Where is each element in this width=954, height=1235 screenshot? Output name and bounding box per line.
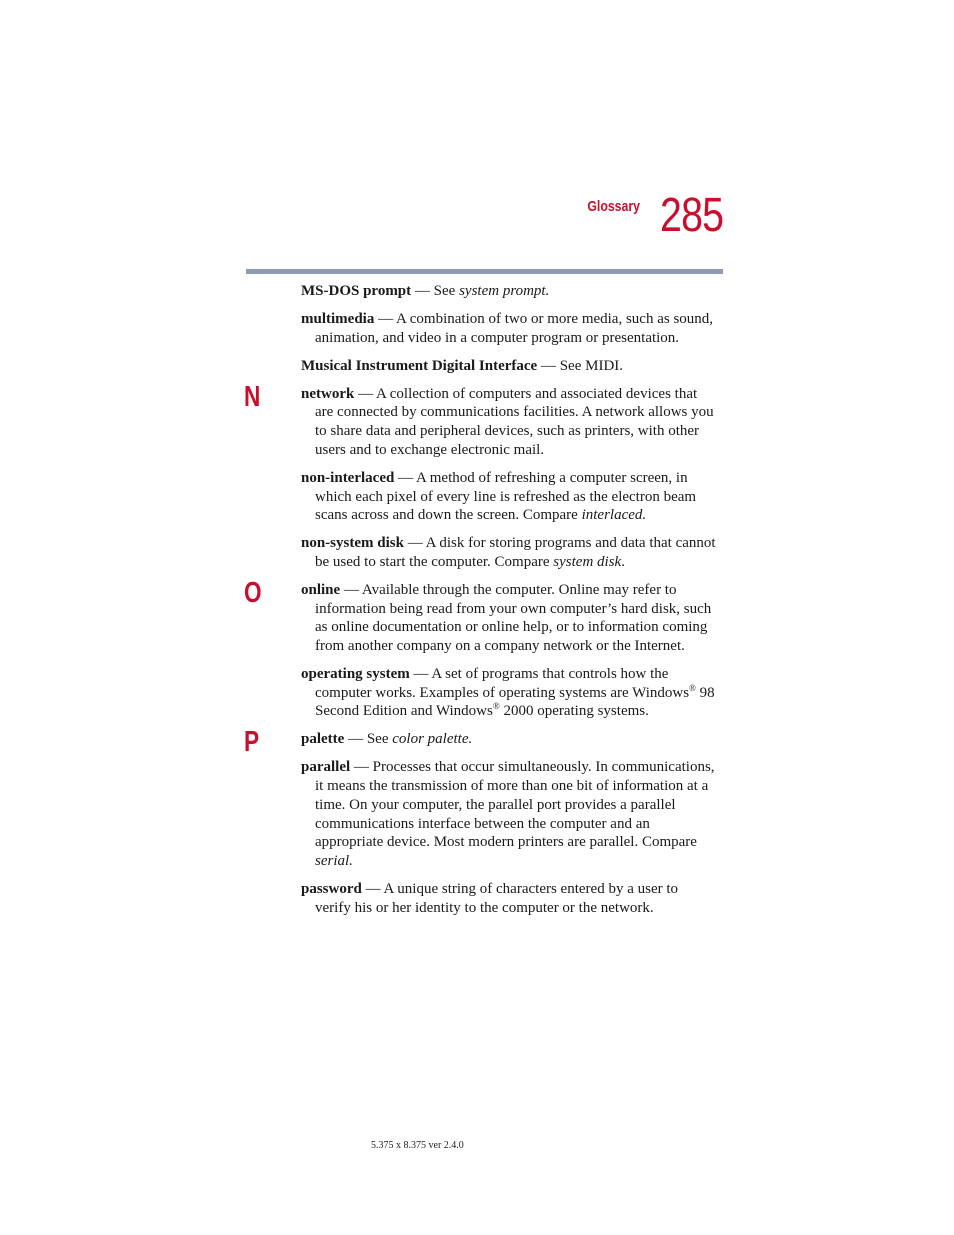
glossary-entry — [244, 380, 717, 460]
entry-cross-reference: color palette. — [392, 731, 473, 748]
glossary-entry — [301, 469, 717, 525]
glossary-entry — [244, 576, 717, 656]
entry-term: non-interlaced — [301, 469, 395, 486]
page-number: 285 — [660, 189, 724, 242]
entry-definition: — See MIDI. — [537, 357, 624, 374]
entry-term: parallel — [301, 759, 351, 776]
section-letter-n: N — [244, 380, 261, 413]
entry-term: online — [301, 581, 341, 598]
entry-definition: — A collection of computers and associated devices that are connected by communications facilities. A network allows you to share data and peripheral devices, such as printers, with other users and to exchange electronic mail. — [315, 385, 714, 458]
entry-cross-reference: system prompt. — [459, 283, 550, 299]
entry-term: MS-DOS prompt — [301, 283, 412, 299]
glossary-entry — [301, 758, 717, 870]
entry-definition: — See — [411, 283, 460, 299]
glossary-entry — [301, 880, 717, 917]
entry-definition: — Processes that occur simultaneously. In communications, it means the transmission of more than one bit of information at a time. On your computer, the parallel port provides a parallel communications interface between the computer and an appropriate device. Most modern printers are parallel. Compare — [315, 759, 715, 851]
glossary-entry — [244, 726, 717, 759]
entry-definition: — A unique string of characters entered by a user to verify his or her identity to the computer or the network. — [315, 880, 679, 916]
entry-cross-reference: interlaced. — [581, 507, 647, 524]
glossary-entry — [301, 310, 717, 347]
glossary-entry — [301, 534, 717, 571]
entry-definition: — Available through the computer. Online may refer to information being read from your own computer’s hard disk, such as online documentation or online help, or to information coming from another company on a company network or the Internet. — [315, 581, 712, 655]
entry-term: non-system disk — [301, 535, 404, 552]
glossary-entries — [244, 282, 717, 927]
entry-definition-end: 2000 operating systems. — [499, 703, 649, 720]
page-footer: 5.375 x 8.375 ver 2.4.0 — [371, 1140, 464, 1151]
entry-definition: — See — [344, 731, 393, 748]
page-header — [0, 0, 954, 280]
section-letter-o: O — [244, 576, 262, 609]
glossary-entry — [301, 282, 717, 301]
entry-term: Musical Instrument Digital Interface — [301, 357, 538, 374]
entry-cross-reference: system disk — [553, 553, 622, 570]
glossary-entry — [301, 665, 717, 721]
header-rule — [246, 269, 723, 274]
registered-mark: ® — [492, 701, 500, 712]
entry-term: palette — [301, 731, 345, 748]
entry-definition: — A set of programs that controls how the computer works. Examples of operating systems are Windows — [315, 666, 690, 701]
entry-term: multimedia — [301, 311, 375, 327]
entry-definition: — A combination of two or more media, such as sound, animation, and video in a computer program or presentation. — [315, 311, 714, 346]
entry-term: password — [301, 880, 362, 897]
entry-definition-continued: 98 Second Edition and Windows — [315, 684, 715, 720]
entry-definition: — A disk for storing programs and data that cannot be used to start the computer. Compare — [315, 535, 716, 570]
glossary-entry — [301, 357, 717, 376]
entry-definition: — A method of refreshing a computer screen, in which each pixel of every line is refreshed as the electron beam scans across and down the screen. Compare — [315, 469, 697, 524]
entry-punctuation: . — [621, 553, 625, 570]
entry-term: operating system — [301, 666, 410, 683]
entry-cross-reference: serial. — [315, 852, 353, 869]
section-title: Glossary — [587, 198, 640, 215]
section-letter-p: P — [244, 726, 260, 759]
entry-term: network — [301, 385, 355, 402]
registered-mark: ® — [689, 682, 696, 693]
